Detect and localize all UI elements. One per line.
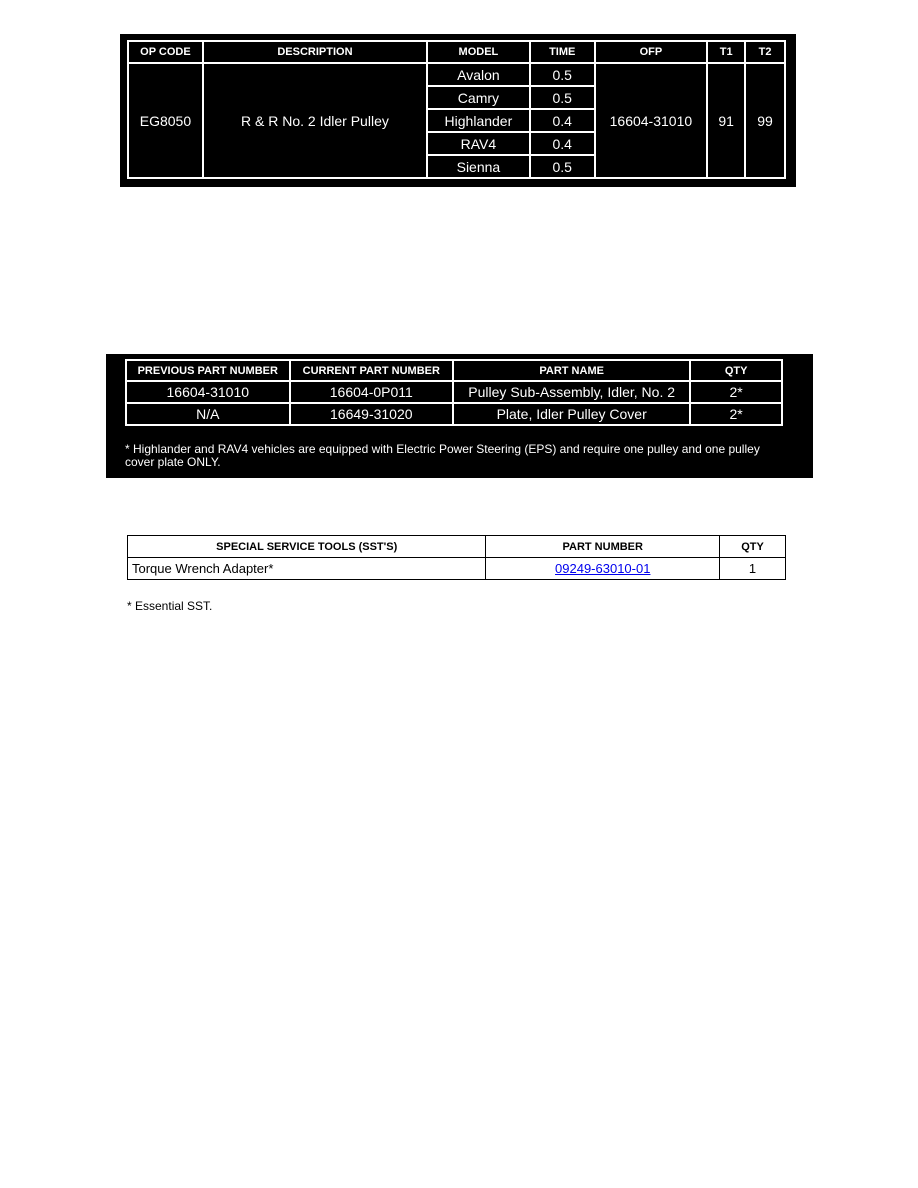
- ofp-cell: 16604-31010: [595, 63, 708, 178]
- header-previous-part-number: PREVIOUS PART NUMBER: [126, 360, 290, 381]
- labor-table: [127, 40, 786, 179]
- header-part-name: PART NAME: [453, 360, 690, 381]
- table-row: [126, 381, 782, 403]
- part-name-cell: Plate, Idler Pulley Cover: [453, 403, 690, 425]
- header-qty: QTY: [720, 536, 786, 558]
- parts-table-header-row: [126, 360, 782, 381]
- time-cell: 0.5: [530, 155, 595, 178]
- time-cell: 0.5: [530, 63, 595, 86]
- time-cell: 0.4: [530, 109, 595, 132]
- header-qty: QTY: [690, 360, 782, 381]
- header-current-part-number: CURRENT PART NUMBER: [290, 360, 454, 381]
- header-model: MODEL: [427, 41, 530, 63]
- op-code-cell: EG8050: [128, 63, 203, 178]
- part-number-cell: [486, 558, 720, 580]
- header-t2: T2: [745, 41, 785, 63]
- sst-table: [127, 535, 786, 580]
- previous-part-cell: 16604-31010: [126, 381, 290, 403]
- parts-footnote: * Highlander and RAV4 vehicles are equipped with Electric Power Steering (EPS) and require one pulley and one pulley cover plate ONLY.: [125, 442, 760, 469]
- header-time: TIME: [530, 41, 595, 63]
- header-ofp: OFP: [595, 41, 708, 63]
- header-description: DESCRIPTION: [203, 41, 427, 63]
- qty-cell: 2*: [690, 403, 782, 425]
- table-row: [128, 558, 786, 580]
- table-row: [126, 403, 782, 425]
- model-cell: Sienna: [427, 155, 530, 178]
- model-cell: Avalon: [427, 63, 530, 86]
- sst-table-header-row: [128, 536, 786, 558]
- header-special-service-tools: SPECIAL SERVICE TOOLS (SST'S): [128, 536, 486, 558]
- time-cell: 0.4: [530, 132, 595, 155]
- previous-part-cell: N/A: [126, 403, 290, 425]
- description-cell: R & R No. 2 Idler Pulley: [203, 63, 427, 178]
- tool-name-cell: Torque Wrench Adapter*: [128, 558, 486, 580]
- qty-cell: 2*: [690, 381, 782, 403]
- model-cell: RAV4: [427, 132, 530, 155]
- qty-cell: 1: [720, 558, 786, 580]
- t1-cell: 91: [707, 63, 745, 178]
- parts-table: [125, 359, 783, 426]
- part-name-cell: Pulley Sub-Assembly, Idler, No. 2: [453, 381, 690, 403]
- time-cell: 0.5: [530, 86, 595, 109]
- current-part-cell: 16649-31020: [290, 403, 454, 425]
- part-number-link[interactable]: 09249-63010-01: [555, 561, 651, 576]
- header-op-code: OP CODE: [128, 41, 203, 63]
- sst-footnote: * Essential SST.: [127, 599, 213, 613]
- t2-cell: 99: [745, 63, 785, 178]
- header-t1: T1: [707, 41, 745, 63]
- labor-table-header-row: [128, 41, 785, 63]
- model-cell: Highlander: [427, 109, 530, 132]
- header-part-number: PART NUMBER: [486, 536, 720, 558]
- model-cell: Camry: [427, 86, 530, 109]
- table-row: [128, 63, 785, 86]
- current-part-cell: 16604-0P011: [290, 381, 454, 403]
